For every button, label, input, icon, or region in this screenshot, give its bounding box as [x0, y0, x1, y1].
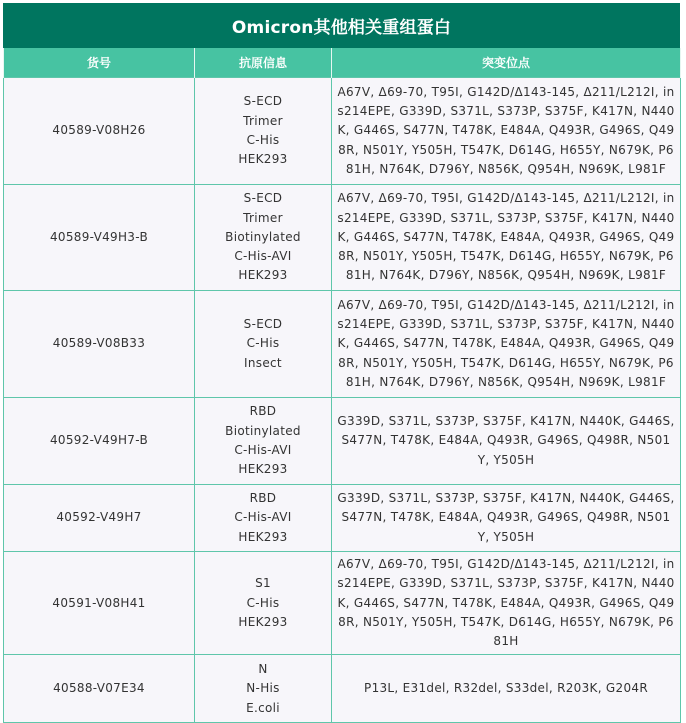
- antigen-info-line: S1: [255, 576, 271, 591]
- antigen-info-line: C-His-AVI: [234, 443, 292, 457]
- antigen-info-line: HEK293: [238, 152, 288, 167]
- header-catalog: 货号: [4, 48, 195, 78]
- antigen-info-line: C-His-AVI: [234, 510, 292, 525]
- antigen-info-line: HEK293: [238, 614, 288, 629]
- mutation-sites-cell: A67V, Δ69-70, T95I, G142D/Δ143-145, Δ211/L212I, ins214EPE, G339D, S371L, S373P, S375F, K417N, N440K, G446S, S477N, T478K, E484A, Q493R, G496S, Q498R, N501Y, Y505H, T547K, D614G, H655Y, N679K, P681H, N764K, D796Y, N856K, Q954H, N969K, L981F: [332, 185, 681, 291]
- catalog-number-cell: 40592-V49H7: [4, 485, 195, 552]
- mutation-sites-cell: P13L, E31del, R32del, S33del, R203K, G204R: [332, 655, 681, 723]
- antigen-info-line: C-His-AVI: [234, 249, 292, 264]
- antigen-info-line: C-His: [246, 595, 280, 610]
- mutation-sites-cell: A67V, Δ69-70, T95I, G142D/Δ143-145, Δ211/L212I, ins214EPE, G339D, S371L, S373P, S375F, K417N, N440K, G446S, S477N, T478K, E484A, Q493R, G496S, Q498R, N501Y, Y505H, T547K, D614G, H655Y, N679K, P681H, N764K, D796Y, N856K, Q954H, N969K, L981F: [332, 78, 681, 185]
- product-table-container: [3, 3, 680, 723]
- antigen-info-line: E.coli: [246, 700, 280, 715]
- header-antigen: 抗原信息: [195, 48, 332, 78]
- antigen-info-line: C-His: [246, 336, 280, 351]
- antigen-info-cell: [195, 655, 332, 723]
- header-row: [4, 48, 681, 78]
- mutation-sites-cell: A67V, Δ69-70, T95I, G142D/Δ143-145, Δ211/L212I, ins214EPE, G339D, S371L, S373P, S375F, K417N, N440K, G446S, S477N, T478K, E484A, Q493R, G496S, Q498R, N501Y, Y505H, T547K, D614G, H655Y, N679K, P681H: [332, 552, 681, 655]
- antigen-info-cell: [195, 485, 332, 552]
- catalog-number-cell: 40589-V08B33: [4, 291, 195, 398]
- catalog-number-cell: 40588-V07E34: [4, 655, 195, 723]
- catalog-number-cell: 40591-V08H41: [4, 552, 195, 655]
- antigen-info-line: Biotinylated: [225, 229, 301, 244]
- antigen-info-line: Trimer: [243, 113, 283, 128]
- mutation-sites-cell: G339D, S371L, S373P, S375F, K417N, N440K, G446S, S477N, T478K, E484A, Q493R, G496S, Q498R, N501Y, Y505H: [332, 485, 681, 552]
- antigen-info-cell: [195, 185, 332, 291]
- antigen-info-line: N: [258, 662, 268, 677]
- catalog-number-cell: 40589-V08H26: [4, 78, 195, 185]
- table-row: [4, 291, 681, 398]
- antigen-info-line: RBD: [249, 404, 277, 419]
- antigen-info-line: C-His: [246, 133, 280, 147]
- antigen-info-cell: [195, 291, 332, 398]
- antigen-info-line: Trimer: [243, 210, 283, 225]
- antigen-info-line: HEK293: [238, 529, 288, 544]
- table-body: [4, 78, 681, 723]
- antigen-info-line: RBD: [249, 491, 277, 506]
- mutation-sites-cell: G339D, S371L, S373P, S375F, K417N, N440K, G446S, S477N, T478K, E484A, Q493R, G496S, Q498R, N501Y, Y505H: [332, 398, 681, 485]
- antigen-info-line: S-ECD: [243, 191, 283, 206]
- mutation-sites-cell: A67V, Δ69-70, T95I, G142D/Δ143-145, Δ211/L212I, ins214EPE, G339D, S371L, S373P, S375F, K417N, N440K, G446S, S477N, T478K, E484A, Q493R, G496S, Q498R, N501Y, Y505H, T547K, D614G, H655Y, N679K, P681H, N764K, D796Y, N856K, Q954H, N969K, L981F: [332, 291, 681, 398]
- catalog-number-cell: 40589-V49H3-B: [4, 185, 195, 291]
- antigen-info-cell: [195, 78, 332, 185]
- product-table: [3, 48, 681, 723]
- header-mutations: 突变位点: [332, 48, 681, 78]
- antigen-info-cell: [195, 552, 332, 655]
- table-title: Omicron其他相关重组蛋白: [3, 3, 680, 48]
- antigen-info-line: Insect: [244, 355, 282, 370]
- antigen-info-line: HEK293: [238, 268, 288, 283]
- table-row: [4, 485, 681, 552]
- catalog-number-cell: 40592-V49H7-B: [4, 398, 195, 485]
- antigen-info-line: S-ECD: [243, 94, 283, 109]
- antigen-info-line: N-His: [246, 681, 280, 696]
- table-row: [4, 398, 681, 485]
- antigen-info-line: HEK293: [238, 462, 288, 477]
- antigen-info-line: Biotinylated: [225, 423, 301, 438]
- table-row: [4, 655, 681, 723]
- antigen-info-cell: [195, 398, 332, 485]
- table-row: [4, 78, 681, 185]
- table-row: [4, 552, 681, 655]
- table-row: [4, 185, 681, 291]
- antigen-info-line: S-ECD: [243, 317, 283, 332]
